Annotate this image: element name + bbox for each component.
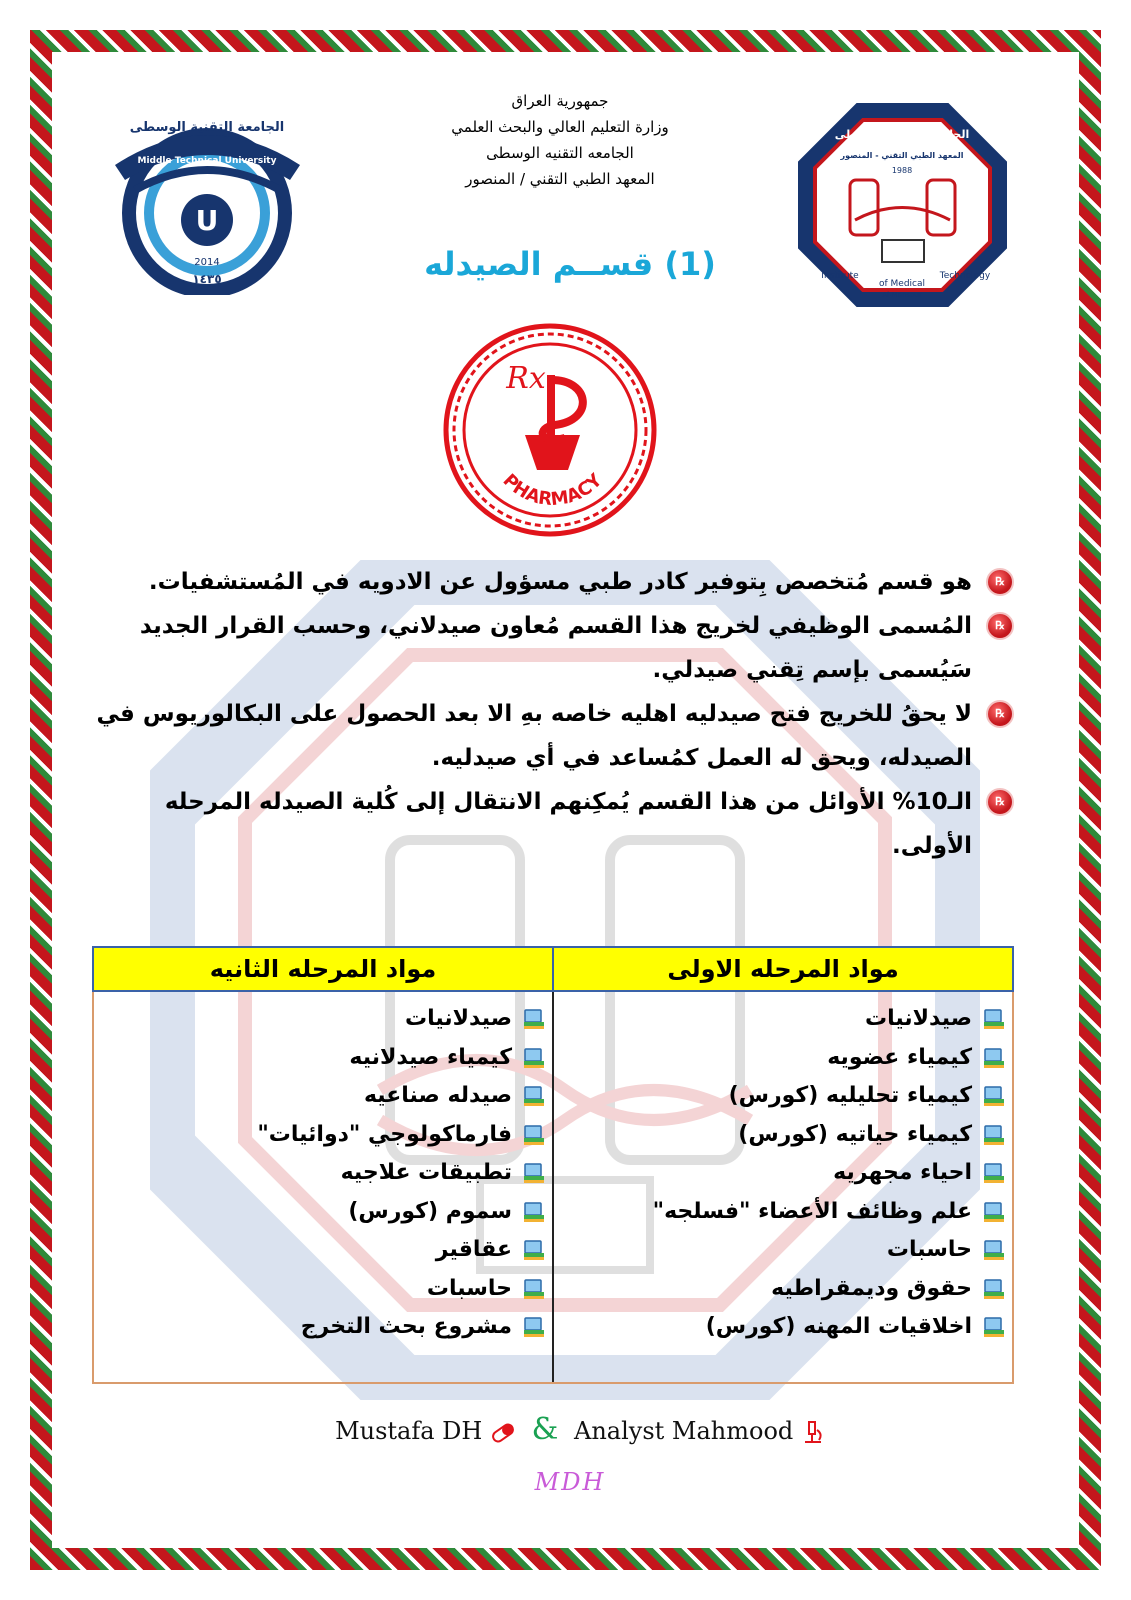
subject-item [104,1308,512,1347]
subject-item [104,1154,512,1193]
subject-item [104,1039,512,1078]
subject-label: كيمياء تحليليه (كورس) [728,1083,972,1108]
subject-item [564,1154,972,1193]
subject-item [564,1308,972,1347]
rx-bullet-icon: ℞ [986,568,1014,596]
subject-label: اخلاقيات المهنه (كورس) [705,1314,972,1339]
book-icon [982,1047,1006,1069]
list-item [95,780,1020,868]
subject-item [104,1077,512,1116]
ampersand: & [531,1412,559,1447]
book-icon [522,1008,546,1030]
microscope-icon [801,1420,825,1446]
rx-bullet-icon: ℞ [986,612,1014,640]
credits [300,1412,860,1447]
subject-item [564,1077,972,1116]
subject-label: علم وظائف الأعضاء "فسلجه" [652,1198,972,1224]
rx-bullet-icon: ℞ [986,788,1014,816]
book-icon [522,1162,546,1184]
list-item [95,560,1020,604]
logo-english-name: Middle Technical University [137,156,277,166]
header-line-institute: المعهد الطبي التقني / المنصور [465,170,655,188]
list-item [95,692,1020,780]
subject-label: كيمياء عضويه [827,1044,972,1070]
subjects-table [92,946,1014,1384]
book-icon [982,1008,1006,1030]
subject-item [564,1270,972,1309]
subject-label: احياء مجهريه [833,1160,972,1185]
book-icon [522,1239,546,1261]
pharmacy-logo [440,320,660,540]
pill-icon [490,1423,516,1443]
subject-label: صيدله صناعيه [363,1083,512,1108]
bullet-text: هو قسم مُتخصص بِتوفير كادر طبي مسؤول عن الادويه في المُستشفيات. [148,569,972,595]
subject-label: حقوق وديمقراطيه [771,1275,972,1301]
bullet-text: المُسمى الوظيفي لخريج هذا القسم مُعاون صيدلاني، وحسب القرار الجديد سَيُسمى بإسم تِقني صيدلي. [139,613,972,683]
subjects-table-body [94,992,1012,1382]
book-icon [982,1124,1006,1146]
subject-item [104,1193,512,1232]
logo-right-year: 1988 [891,166,913,175]
author-1: Mustafa DH [335,1417,483,1445]
book-icon [522,1316,546,1338]
author-2: Analyst Mahmood [574,1417,794,1445]
header-line-ministry: وزارة التعليم العالي والبحث العلمي [451,118,669,136]
header-line-university: الجامعه التقنيه الوسطى [486,144,634,162]
subject-label: صيدلانيات [405,1006,512,1031]
subject-item [564,1039,972,1078]
rx-bullet-icon: ℞ [986,700,1014,728]
institution-header [380,88,740,192]
header-line-country: جمهورية العراق [511,92,609,110]
bullet-text: الـ10% الأوائل من هذا القسم يُمكِنهم الانتقال إلى كُلية الصيدله المرحله الأولى. [164,789,972,859]
logo-right-arabic-inner: المعهد الطبي التقني - المنصور [840,151,964,160]
subject-item [564,1116,972,1155]
subject-label: حاسبات [886,1237,972,1262]
bullet-text: لا يحقُ للخريج فتح صيدليه اهليه خاصه بهِ الا بعد الحصول على البكالوريوس في الصيدله، ويحق له العمل كمُساعد في أي صيدليه. [96,701,972,771]
subject-label: سموم (كورس) [348,1198,512,1224]
subject-label: كيمياء صيدلانيه [349,1044,512,1070]
book-icon [522,1047,546,1069]
logo-right-arabic-top: الجامعة التقنيـة الوسطى [834,128,970,141]
book-icon [522,1201,546,1223]
subject-label: فارماكولوجي "دوائيات" [257,1121,512,1147]
book-icon [982,1162,1006,1184]
subject-label: صيدلانيات [865,1006,972,1031]
book-icon [982,1085,1006,1107]
subject-label: حاسبات [426,1275,512,1301]
book-icon [522,1124,546,1146]
subject-label: كيمياء حياتيه (كورس) [738,1121,972,1147]
rx-mark: Rx [506,361,546,396]
pharmacy-text: PHARMACY [498,469,607,511]
book-icon [522,1278,546,1300]
first-stage-column [554,992,1012,1382]
logo-right-english-2: of Medical [878,279,926,289]
book-icon [982,1278,1006,1300]
logo-right-english-1: Institute [821,271,859,281]
logo-arabic-name: الجامعة التقنية الوسطى [129,120,285,135]
first-stage-header: مواد المرحله الاولى [667,955,899,983]
signature: MDH [534,1468,606,1496]
subject-item [564,1000,972,1039]
second-stage-column [94,992,554,1382]
subject-item [564,1193,972,1232]
subject-item [564,1231,972,1270]
subject-item [104,1231,512,1270]
logo-right-location: Al-Mansour [882,291,922,299]
logo-right-english-3: Technology [939,271,991,281]
book-icon [982,1316,1006,1338]
logo-letter: U [195,204,219,237]
subject-label: مشروع بحث التخرج [300,1314,512,1339]
logo-year: 2014 [194,257,220,268]
second-stage-header: مواد المرحله الثانيه [94,948,554,990]
list-item [95,604,1020,692]
book-icon [982,1201,1006,1223]
logo-hijri: ١٤٣٥ [192,272,222,286]
university-logo [100,95,315,295]
department-description [95,560,1020,868]
page-title: (1) قســم الصيدله [424,245,716,283]
subject-label: عقاقير [435,1237,512,1262]
subject-item [104,1000,512,1039]
book-icon [522,1085,546,1107]
subject-item [104,1270,512,1309]
subject-item [104,1116,512,1155]
subjects-table-header [92,946,1014,992]
book-icon [982,1239,1006,1261]
institute-logo [795,100,1010,310]
subject-label: تطبيقات علاجيه [340,1160,512,1185]
